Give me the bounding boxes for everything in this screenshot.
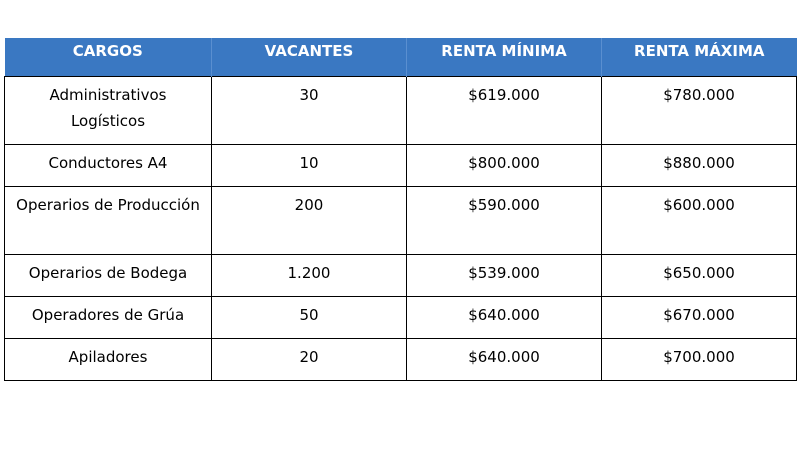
cell-vacantes: 30 bbox=[212, 76, 407, 144]
cell-cargo: Apiladores bbox=[5, 338, 212, 380]
table-row bbox=[5, 296, 797, 338]
cell-vacantes: 50 bbox=[212, 296, 407, 338]
cell-renta-minima: $619.000 bbox=[407, 76, 602, 144]
header-renta-minima: RENTA MÍNIMA bbox=[407, 38, 602, 76]
table-row bbox=[5, 186, 797, 254]
cell-renta-minima: $640.000 bbox=[407, 338, 602, 380]
cell-vacantes: 1.200 bbox=[212, 254, 407, 296]
header-row bbox=[5, 38, 797, 76]
header-renta-maxima: RENTA MÁXIMA bbox=[602, 38, 797, 76]
cell-renta-minima: $590.000 bbox=[407, 186, 602, 254]
table-body bbox=[5, 76, 797, 380]
cargos-table bbox=[4, 38, 797, 381]
cell-renta-maxima: $670.000 bbox=[602, 296, 797, 338]
table-row bbox=[5, 254, 797, 296]
cell-renta-maxima: $600.000 bbox=[602, 186, 797, 254]
cell-renta-maxima: $700.000 bbox=[602, 338, 797, 380]
cell-vacantes: 20 bbox=[212, 338, 407, 380]
header-vacantes: VACANTES bbox=[212, 38, 407, 76]
cell-cargo: Operadores de Grúa bbox=[5, 296, 212, 338]
cell-cargo: Conductores A4 bbox=[5, 144, 212, 186]
cell-renta-minima: $640.000 bbox=[407, 296, 602, 338]
cell-cargo: Administrativos Logísticos bbox=[5, 76, 212, 144]
cell-renta-maxima: $780.000 bbox=[602, 76, 797, 144]
table-row bbox=[5, 338, 797, 380]
cell-renta-maxima: $650.000 bbox=[602, 254, 797, 296]
cell-renta-minima: $800.000 bbox=[407, 144, 602, 186]
cell-vacantes: 200 bbox=[212, 186, 407, 254]
cell-cargo: Operarios de Producción bbox=[5, 186, 212, 254]
table-header bbox=[5, 38, 797, 76]
table-row bbox=[5, 144, 797, 186]
cell-renta-minima: $539.000 bbox=[407, 254, 602, 296]
cell-vacantes: 10 bbox=[212, 144, 407, 186]
cell-cargo: Operarios de Bodega bbox=[5, 254, 212, 296]
table-row bbox=[5, 76, 797, 144]
cell-renta-maxima: $880.000 bbox=[602, 144, 797, 186]
header-cargos: CARGOS bbox=[5, 38, 212, 76]
